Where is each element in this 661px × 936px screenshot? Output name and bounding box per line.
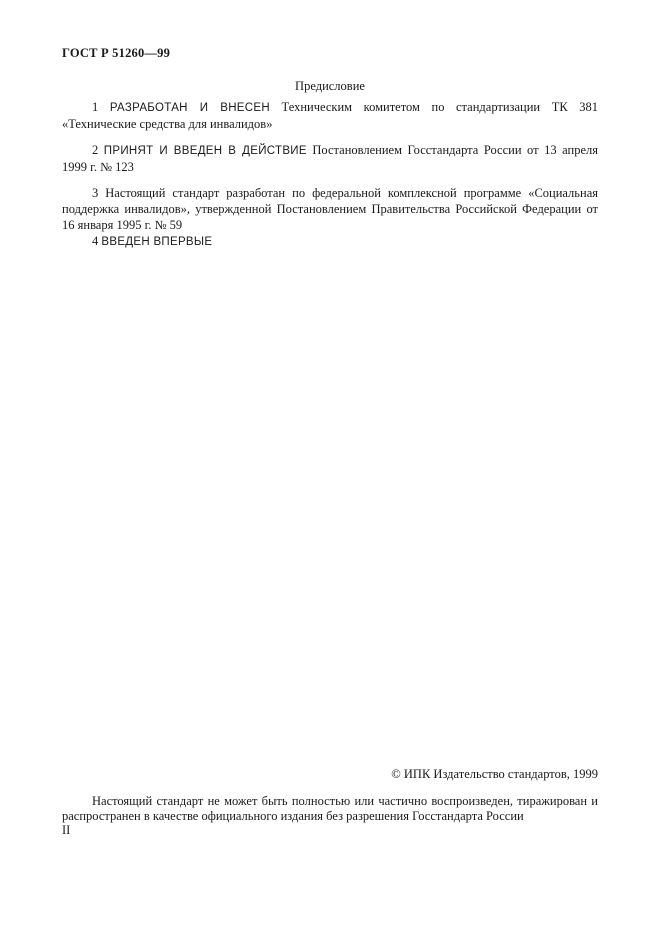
foreword-item-1 <box>62 99 598 132</box>
document-code-header: ГОСТ Р 51260—99 <box>62 46 171 60</box>
item-number: 2 <box>92 143 99 157</box>
foreword-item-2 <box>62 142 598 175</box>
foreword-item-3 <box>62 185 598 233</box>
item-number: 3 <box>92 186 99 200</box>
item-number: 4 <box>92 234 99 248</box>
item-caps-lead: ВВЕДЕН ВПЕРВЫЕ <box>101 236 213 248</box>
item-text: Техническим комитетом по стандартизации ТК 381 «Технические средства для инвалидов» <box>62 100 598 131</box>
item-number: 1 <box>92 100 99 114</box>
page-number: II <box>62 823 71 837</box>
foreword-title: Предисловие <box>295 79 365 93</box>
item-text: Настоящий стандарт разработан по федеральной комплексной программе «Социальная поддержка инвалидов», утвержденной Постановлением Правительства Российской Федерации от 16 января 1995 г. № 59 <box>62 186 598 232</box>
item-caps-lead: ПРИНЯТ И ВВЕДЕН В ДЕЙСТВИЕ <box>103 145 307 157</box>
foreword-item-4 <box>62 233 598 250</box>
reproduction-notice: Настоящий стандарт не может быть полностью или частично воспроизведен, тиражирован и распространен в качестве официального издания без разрешения Госстандарта России <box>62 794 598 823</box>
item-caps-lead: РАЗРАБОТАН И ВНЕСЕН <box>109 102 270 114</box>
item-text: Постановлением Госстандарта России от 13 апреля 1999 г. № 123 <box>62 143 599 174</box>
copyright-line: © ИПК Издательство стандартов, 1999 <box>391 767 598 781</box>
